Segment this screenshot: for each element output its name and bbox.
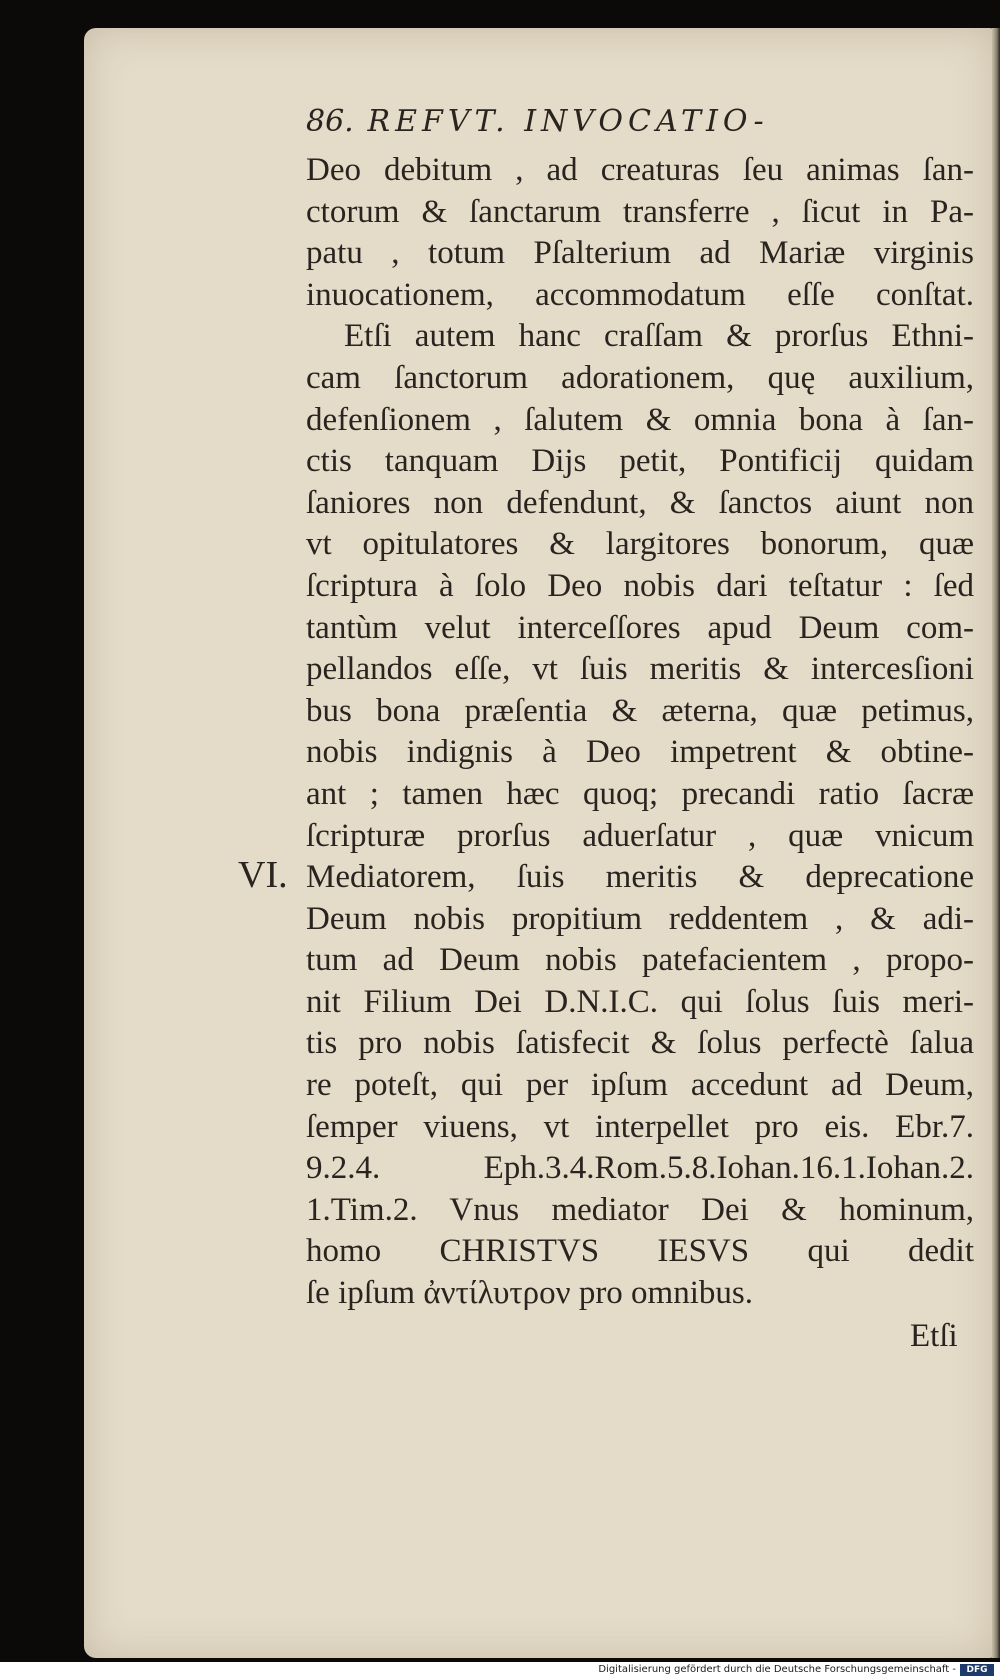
text-line: ſaniores non defendunt, & ſanctos aiunt non	[306, 484, 974, 521]
body-text	[306, 150, 974, 1315]
text-line: ant ; tamen hæc quoq; precandi ratio ſacræ	[306, 775, 974, 812]
text-line: ctis tanquam Dijs petit, Pontificij quidam	[306, 443, 974, 480]
text-line: 9.2.4. Eph.3.4.Rom.5.8.Iohan.16.1.Iohan.2.	[306, 1150, 974, 1187]
text-line: 1.Tim.2. Vnus mediator Dei & hominum,	[306, 1191, 974, 1228]
text-line: nobis indignis à Deo impetrent & obtine-	[306, 734, 974, 771]
text-line: vt opitulatores & largitores bonorum, quæ	[306, 526, 974, 563]
text-line: pellandos eſſe, vt ſuis meritis & intercesſioni	[306, 651, 974, 688]
text-line: cam ſanctorum adorationem, quę auxilium,	[306, 359, 974, 396]
text-line: patu , totum Pſalterium ad Mariæ virginis	[306, 235, 974, 272]
text-line: tum ad Deum nobis patefacientem , propo-	[306, 942, 974, 979]
text-line: bus bona præſentia & æterna, quæ petimus,	[306, 692, 974, 729]
text-line: inuocationem, accommodatum eſſe conſtat.	[306, 276, 974, 313]
text-line: nit Filium Dei D.N.I.C. qui ſolus ſuis meri-	[306, 983, 974, 1020]
catchword: Etſi	[910, 1318, 958, 1354]
text-line: ſemper viuens, vt interpellet pro eis. Ebr.7.	[306, 1108, 974, 1145]
page-number: 86.	[306, 104, 354, 139]
text-line: ſe ipſum ἀντίλυτρον pro omnibus.	[306, 1275, 753, 1312]
text-line: homo CHRISTVS IESVS qui dedit	[306, 1233, 974, 1270]
text-line: tis pro nobis ſatisfecit & ſolus perfectè ſalua	[306, 1025, 974, 1062]
marginal-note: VI.	[238, 854, 288, 896]
text-line: tantùm velut interceſſores apud Deum com-	[306, 609, 974, 646]
running-head	[306, 104, 866, 144]
text-line: Deum nobis propitium reddentem , & adi-	[306, 900, 974, 937]
text-line: ſcriptura à ſolo Deo nobis dari teſtatur : ſed	[306, 567, 974, 604]
text-line: defenſionem , ſalutem & omnia bona à ſan-	[306, 401, 974, 438]
running-head-title: REFVT. INVOCATIO-	[367, 104, 769, 139]
text-line: Deo debitum , ad creaturas ſeu animas ſan-	[306, 152, 974, 188]
dfg-logo: DFG	[960, 1664, 994, 1676]
page-edge	[992, 28, 1000, 1658]
funding-credit: Digitalisierung gefördert durch die Deutsche Forschungsgemeinschaft -	[598, 1664, 956, 1675]
text-line: Mediatorem, ſuis meritis & deprecatione	[306, 859, 974, 896]
text-line: ctorum & ſanctarum transferre , ſicut in Pa-	[306, 193, 974, 230]
text-line: re poteſt, qui per ipſum accedunt ad Deum,	[306, 1067, 974, 1104]
text-line: ſcripturæ prorſus aduerſatur , quæ vnicum	[306, 817, 974, 854]
text-line: Etſi autem hanc craſſam & prorſus Ethni-	[344, 318, 974, 355]
